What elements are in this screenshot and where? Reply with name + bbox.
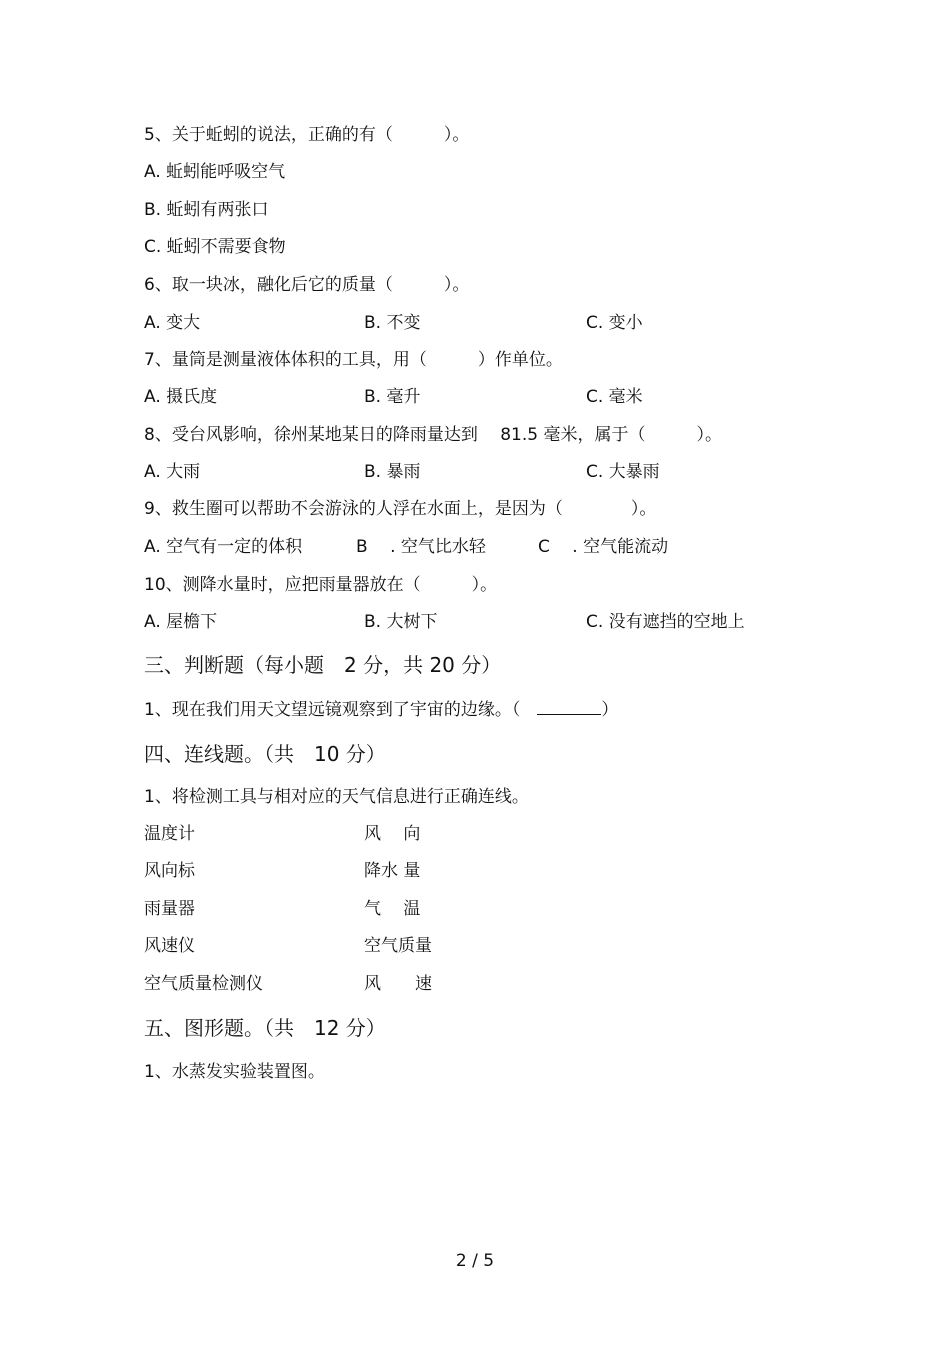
q8-option-b: B. 暴雨: [364, 462, 421, 482]
q6-option-b: B. 不变: [364, 313, 421, 333]
section4-heading: 四、连线题。（共 10 分）: [144, 742, 386, 766]
section4-q1: 1、将检测工具与相对应的天气信息进行正确连线。: [144, 787, 529, 807]
section3-q1: [144, 698, 618, 721]
q10-options: [144, 611, 844, 633]
matching-tool: 温度计: [144, 824, 195, 844]
section5-q1: 1、水蒸发实验装置图。: [144, 1062, 325, 1082]
matching-row: [144, 823, 744, 845]
q8-option-a: A. 大雨: [144, 462, 201, 482]
section5-heading: 五、图形题。（共 12 分）: [144, 1016, 386, 1040]
q8-options: [144, 461, 844, 483]
matching-info: 风 向: [364, 824, 421, 844]
matching-row: [144, 898, 744, 920]
q9-option-c: C . 空气能流动: [538, 537, 669, 557]
q5-option-c: C. 蚯蚓不需要食物: [144, 237, 286, 257]
q10-option-c: C. 没有遮挡的空地上: [586, 612, 745, 632]
q7-option-b: B. 毫升: [364, 387, 421, 407]
q5-stem: 5、关于蚯蚓的说法，正确的有（ ）。: [144, 125, 470, 145]
q9-options: [144, 536, 844, 558]
section3-heading: 三、判断题（每小题 2 分，共 20 分）: [144, 653, 502, 677]
q6-options: [144, 312, 844, 334]
q7-stem: 7、量筒是测量液体体积的工具，用（ ）作单位。: [144, 350, 563, 370]
matching-tool: 雨量器: [144, 899, 195, 919]
q7-option-c: C. 毫米: [586, 387, 643, 407]
answer-blank[interactable]: [537, 698, 601, 715]
matching-row: [144, 973, 744, 995]
page-number: 2 / 5: [455, 1251, 495, 1271]
q7-option-a: A. 摄氏度: [144, 387, 218, 407]
q5-option-b: B. 蚯蚓有两张口: [144, 200, 269, 220]
q9-option-b: B . 空气比水轻: [356, 537, 486, 557]
matching-info: 气 温: [364, 899, 421, 919]
q9-option-a: A. 空气有一定的体积: [144, 537, 303, 557]
section3-q1-text: 1、现在我们用天文望远镜观察到了宇宙的边缘。（: [144, 700, 521, 720]
q8-option-c: C. 大暴雨: [586, 462, 660, 482]
matching-tool: 风速仪: [144, 936, 195, 956]
matching-tool: 风向标: [144, 861, 195, 881]
matching-row: [144, 935, 744, 957]
q6-option-a: A. 变大: [144, 313, 201, 333]
q7-options: [144, 386, 844, 408]
section3-q1-close: ）: [601, 700, 619, 720]
q10-option-a: A. 屋檐下: [144, 612, 218, 632]
q10-option-b: B. 大树下: [364, 612, 438, 632]
q6-stem: 6、取一块冰，融化后它的质量（ ）。: [144, 275, 470, 295]
matching-row: [144, 860, 744, 882]
matching-info: 降水 量: [364, 861, 421, 881]
q5-option-a: A. 蚯蚓能呼吸空气: [144, 162, 286, 182]
q9-stem: 9、救生圈可以帮助不会游泳的人浮在水面上，是因为（ ）。: [144, 499, 657, 519]
q10-stem: 10、测降水量时，应把雨量器放在（ ）。: [144, 575, 498, 595]
matching-tool: 空气质量检测仪: [144, 974, 263, 994]
matching-info: 空气质量: [364, 936, 432, 956]
q8-stem: 8、受台风影响，徐州某地某日的降雨量达到 81.5 毫米，属于（ ）。: [144, 425, 722, 445]
matching-info: 风 速: [364, 974, 432, 994]
q6-option-c: C. 变小: [586, 313, 643, 333]
